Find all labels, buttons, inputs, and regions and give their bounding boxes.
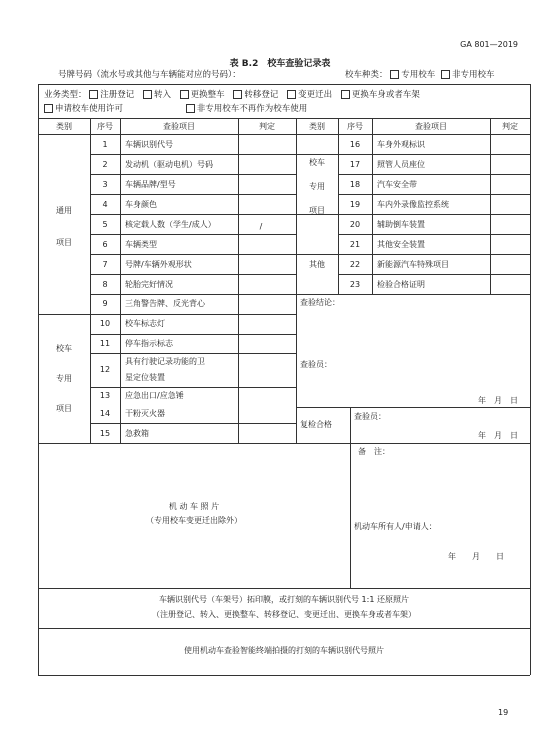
dedicated-bus-checkbox[interactable] xyxy=(390,70,399,79)
left-row-no: 9 xyxy=(102,299,108,308)
group-bus-3: 项目 xyxy=(56,404,72,413)
right-row-item: 新能源汽车特殊项目 xyxy=(377,260,449,269)
vin-rubbing-line2: （注册登记、转入、更换整车、转移登记、变更迁出、更换车身或者车架） xyxy=(152,610,416,619)
header-verdict-left: 判定 xyxy=(259,122,275,131)
vin-rubbing-line1: 车辆识别代号（车架号）拓印膜，或打刻的车辆识别代号 1:1 还原照片 xyxy=(159,595,409,604)
register-checkbox[interactable] xyxy=(89,90,98,99)
left-row-no: 8 xyxy=(102,280,108,289)
vehicle-photo-title: 机 动 车 照 片 xyxy=(168,502,220,511)
standard-number: GA 801—2019 xyxy=(460,40,518,49)
header-item-left: 查验项目 xyxy=(163,122,195,131)
left-row-item: 号牌/车辆外观形状 xyxy=(125,260,192,269)
left-row-no: 13 xyxy=(99,391,111,400)
bus-type-label: 校车种类： xyxy=(345,70,388,80)
transfer-in-label: 转入 xyxy=(153,90,171,100)
right-row-item: 车内外录像监控系统 xyxy=(377,200,449,209)
right-row-item: 车身外观标识 xyxy=(377,140,425,149)
right-row-item: 汽车安全带 xyxy=(377,180,417,189)
left-row-no: 4 xyxy=(102,200,108,209)
left-row-item: 停车指示标志 xyxy=(125,339,173,348)
left-row-verdict: / xyxy=(259,222,263,231)
left-row-item: 车辆品牌/型号 xyxy=(125,180,176,189)
right-row-no: 20 xyxy=(349,220,361,229)
bus-permit-label: 申请校车使用许可 xyxy=(55,104,124,114)
header-seq-left: 序号 xyxy=(97,122,113,131)
non-dedicated-bus-label: 非专用校车 xyxy=(451,70,495,80)
left-row-item: 急救箱 xyxy=(125,429,149,438)
header-category-left: 类别 xyxy=(56,122,72,131)
left-row-item: 应急出口/应急锤 xyxy=(125,391,184,400)
business-type-row-1 xyxy=(44,90,420,100)
business-type-label: 业务类型： xyxy=(44,90,87,100)
left-row-no: 11 xyxy=(99,339,111,348)
left-row-no: 14 xyxy=(99,409,111,418)
header-item-right: 查验项目 xyxy=(415,122,447,131)
left-row-item: 发动机（驱动电机）号码 xyxy=(125,160,213,169)
right-row-item: 检验合格证明 xyxy=(377,280,425,289)
ownership-transfer-label: 转移登记 xyxy=(244,90,279,100)
vin-terminal-photo: 使用机动车查验智能终端拍摄的打刻的车辆识别代号照片 xyxy=(184,646,384,655)
left-row-no: 3 xyxy=(102,180,108,189)
right-row-no: 23 xyxy=(349,280,361,289)
replace-vehicle-checkbox[interactable] xyxy=(180,90,189,99)
left-row-no: 2 xyxy=(102,160,108,169)
right-row-no: 22 xyxy=(349,260,361,269)
group-right-bus-3: 项目 xyxy=(309,206,325,215)
owner-label: 机动车所有人/申请人： xyxy=(354,522,437,531)
no-longer-bus-label: 非专用校车不再作为校车使用 xyxy=(196,104,308,114)
replace-body-label: 更换车身或者车架 xyxy=(351,90,420,100)
left-row-no: 7 xyxy=(102,260,108,269)
left-row-item: 校车标志灯 xyxy=(125,319,165,328)
left-row-item: 核定载人数（学生/成人） xyxy=(125,220,216,229)
right-row-item: 辅助倒车装置 xyxy=(377,220,425,229)
inspector-label: 查验员： xyxy=(300,360,332,369)
dedicated-bus-label: 专用校车 xyxy=(401,70,436,80)
table-title: 表 B.2 校车查验记录表 xyxy=(229,59,331,69)
group-bus-2: 专用 xyxy=(56,374,72,383)
register-label: 注册登记 xyxy=(100,90,135,100)
change-out-label: 变更迁出 xyxy=(298,90,333,100)
non-dedicated-bus-checkbox[interactable] xyxy=(441,70,450,79)
left-row-item: 干粉灭火器 xyxy=(125,409,165,418)
page-number: 19 xyxy=(498,708,509,717)
inspection-date: 年 月 日 xyxy=(478,396,518,405)
owner-date: 年 月 日 xyxy=(448,552,504,561)
no-longer-bus-checkbox[interactable] xyxy=(186,104,195,113)
right-row-no: 17 xyxy=(349,160,361,169)
right-row-no: 21 xyxy=(349,240,361,249)
left-row-no: 6 xyxy=(102,240,108,249)
left-row-item: 车辆识别代号 xyxy=(125,140,173,149)
group-bus-1: 校车 xyxy=(56,344,72,353)
left-row-item: 车辆类型 xyxy=(125,240,157,249)
business-type-row-2 xyxy=(44,104,307,114)
left-row-no: 10 xyxy=(99,319,111,328)
bus-permit-checkbox[interactable] xyxy=(44,104,53,113)
left-row-item: 三角警告牌、反光背心 xyxy=(125,299,205,308)
left-row-no: 15 xyxy=(99,429,111,438)
recheck-inspector-label: 查验员： xyxy=(354,412,386,421)
right-row-no: 16 xyxy=(349,140,361,149)
right-row-no: 18 xyxy=(349,180,361,189)
group-right-bus-1: 校车 xyxy=(309,158,325,167)
transfer-in-checkbox[interactable] xyxy=(143,90,152,99)
replace-vehicle-label: 更换整车 xyxy=(190,90,225,100)
left-row-no: 1 xyxy=(102,140,108,149)
bus-type-row xyxy=(345,70,494,80)
change-out-checkbox[interactable] xyxy=(287,90,296,99)
left-row-no: 5 xyxy=(102,220,108,229)
left-row-item: 具有行驶记录功能的卫 xyxy=(125,357,205,366)
left-row-item-line2: 星定位装置 xyxy=(125,373,165,382)
remarks-label: 备 注： xyxy=(358,447,390,456)
group-right-bus-2: 专用 xyxy=(309,182,325,191)
header-seq-right: 序号 xyxy=(347,122,363,131)
group-other: 其他 xyxy=(309,260,325,269)
left-row-item: 轮胎完好情况 xyxy=(125,280,173,289)
vehicle-photo-note: （专用校车变更迁出除外） xyxy=(146,516,242,525)
header-category-right: 类别 xyxy=(309,122,325,131)
left-row-item: 车身颜色 xyxy=(125,200,157,209)
plate-number-label: 号牌号码（流水号或其他与车辆能对应的号码）： xyxy=(58,70,241,80)
group-general-2: 项目 xyxy=(56,238,72,247)
recheck-label: 复检合格 xyxy=(300,420,332,429)
conclusion-label: 查验结论： xyxy=(300,298,340,307)
header-verdict-right: 判定 xyxy=(502,122,518,131)
recheck-date: 年 月 日 xyxy=(478,431,518,440)
left-row-no: 12 xyxy=(99,365,111,374)
right-row-item: 照管人员座位 xyxy=(377,160,425,169)
ownership-transfer-checkbox[interactable] xyxy=(233,90,242,99)
replace-body-checkbox[interactable] xyxy=(341,90,350,99)
right-row-item: 其他安全装置 xyxy=(377,240,425,249)
group-general-1: 通用 xyxy=(56,206,72,215)
right-row-no: 19 xyxy=(349,200,361,209)
